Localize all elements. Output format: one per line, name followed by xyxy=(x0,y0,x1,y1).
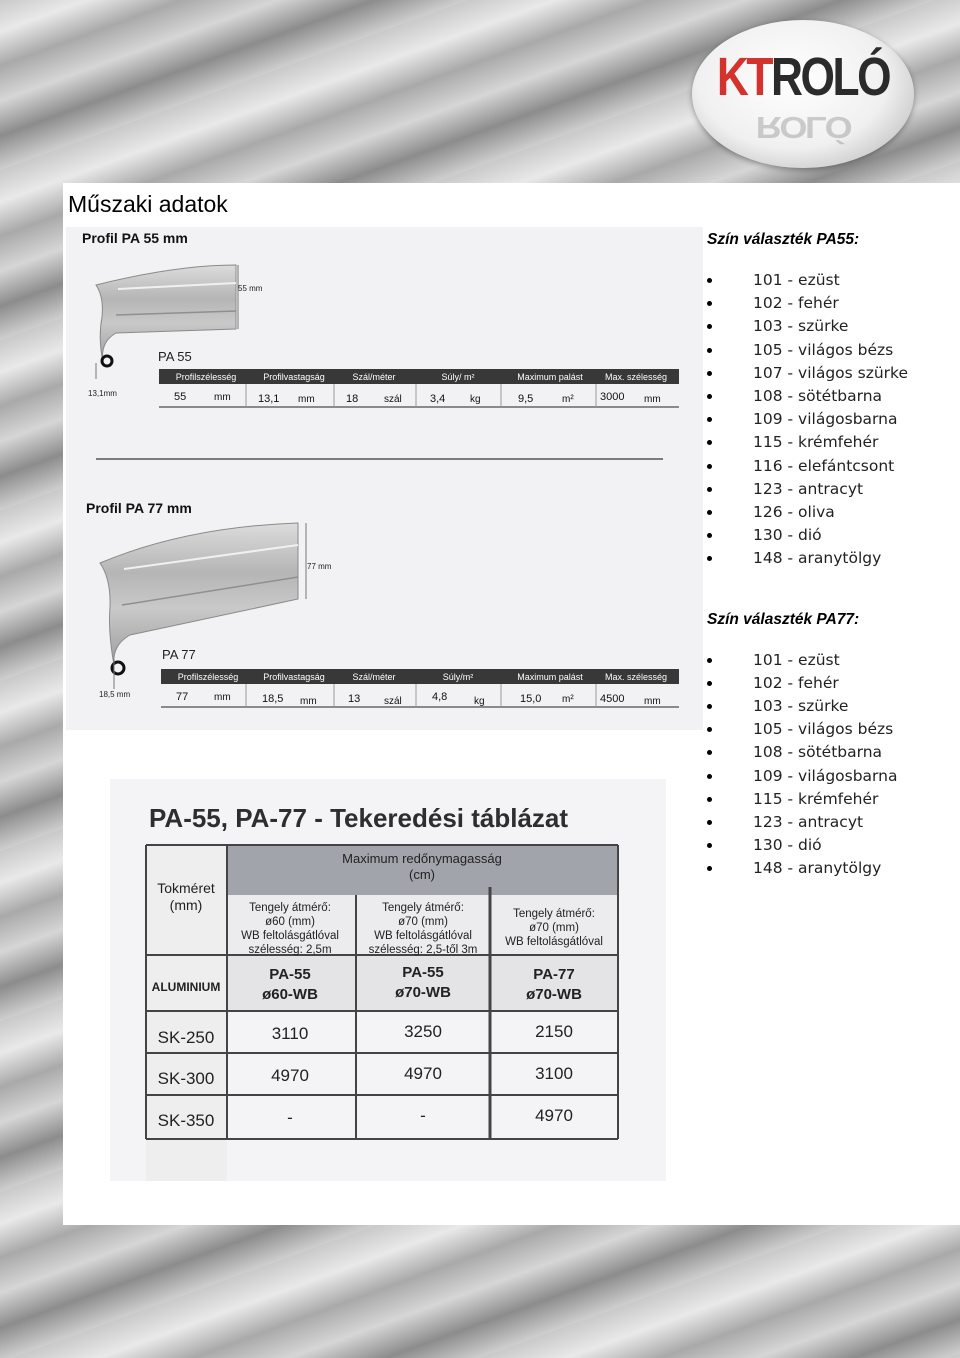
bullet-icon xyxy=(707,324,712,329)
logo-reflection xyxy=(712,110,894,145)
table-cell: - xyxy=(420,1106,426,1125)
col-desc: ø70 (mm) xyxy=(398,916,448,928)
color-option: 109 - világosbarna xyxy=(753,410,898,429)
pa77-height-dim: 77 mm xyxy=(307,562,332,571)
table-cell: 3110 xyxy=(271,1024,309,1043)
pa77-header-cell: Szál/méter xyxy=(352,672,396,682)
winding-table-drawing xyxy=(110,779,666,1181)
bullet-icon xyxy=(707,797,712,802)
pa77-slat-shape xyxy=(100,523,298,665)
col-desc: szélesség: 2,5m xyxy=(248,944,332,956)
bullet-icon xyxy=(707,278,712,283)
top-header: Maximum redőnymagasság xyxy=(342,851,502,866)
winding-table-title: PA-55, PA-77 - Tekeredési táblázat xyxy=(149,803,569,833)
col-desc: WB feltolásgátlóval xyxy=(374,930,472,942)
color-option: 102 - fehér xyxy=(753,673,839,692)
pa77-unit: kg xyxy=(474,696,485,707)
bullet-icon xyxy=(707,774,712,779)
logo-reflection-text: ROLÓ xyxy=(755,110,851,145)
pa77-value: 4500 xyxy=(600,693,625,705)
list-item xyxy=(707,408,957,431)
pa55-header-band xyxy=(159,369,679,384)
pa55-value: 13,1 xyxy=(258,393,280,405)
pa77-value: 4,8 xyxy=(432,691,448,703)
bullet-icon xyxy=(707,394,712,399)
bullet-icon xyxy=(707,487,712,492)
color-option: 108 - sötétbarna xyxy=(753,387,883,406)
pa55-colors-heading: Szín választék PA55: xyxy=(707,231,860,248)
color-option: 108 - sötétbarna xyxy=(753,743,883,762)
list-item xyxy=(707,315,957,338)
logo-rolo: ROLÓ xyxy=(771,47,890,107)
list-item xyxy=(707,501,957,524)
pa55-unit: kg xyxy=(470,394,481,405)
pa77-unit: mm xyxy=(644,696,661,707)
pa77-header-cell: Súly/m² xyxy=(442,672,474,682)
col-desc: ø70 (mm) xyxy=(529,922,579,934)
table-cell: 4970 xyxy=(535,1106,573,1125)
col-name: ø60-WB xyxy=(262,986,318,1003)
list-item xyxy=(707,385,957,408)
color-option: 109 - világosbarna xyxy=(753,766,898,785)
pa77-value: 15,0 xyxy=(520,693,542,705)
list-item xyxy=(707,269,957,292)
color-option: 130 - dió xyxy=(753,836,822,855)
bullet-icon xyxy=(707,843,712,848)
logo-text xyxy=(712,46,894,108)
pa77-unit: mm xyxy=(214,692,231,703)
col-name: ø70-WB xyxy=(526,986,582,1003)
list-item xyxy=(707,857,957,880)
pa77-header-band xyxy=(161,669,679,684)
profile-specs-drawing xyxy=(66,227,703,730)
color-option: 148 - aranytölgy xyxy=(753,859,882,878)
pa55-hook xyxy=(102,356,112,366)
color-option: 123 - antracyt xyxy=(753,479,864,498)
pa55-color-list xyxy=(707,269,957,571)
bullet-icon xyxy=(707,866,712,871)
box-size: SK-350 xyxy=(157,1111,215,1130)
bullet-icon xyxy=(707,301,712,306)
color-option: 101 - ezüst xyxy=(753,650,840,669)
box-size: SK-300 xyxy=(157,1069,215,1088)
pa77-color-list xyxy=(707,649,957,881)
pa55-value: 55 xyxy=(174,391,187,403)
col-desc: Tengely átmérő: xyxy=(249,902,331,914)
pa77-value: 18,5 xyxy=(262,693,284,705)
bullet-icon xyxy=(707,348,712,353)
table-cell: - xyxy=(287,1108,293,1127)
pa55-header-cell: Max. szélesség xyxy=(604,372,668,382)
pa55-unit: mm xyxy=(298,394,315,405)
bullet-icon xyxy=(707,371,712,376)
pa77-header-cell: Maximum palást xyxy=(517,672,583,682)
col-desc: ø60 (mm) xyxy=(265,916,315,928)
list-item xyxy=(707,811,957,834)
color-option: 148 - aranytölgy xyxy=(753,549,882,568)
pa77-unit: szál xyxy=(384,696,402,707)
list-item xyxy=(707,741,957,764)
col-name: PA-55 xyxy=(402,964,444,981)
color-option: 103 - szürke xyxy=(753,317,849,336)
color-option: 123 - antracyt xyxy=(753,813,864,832)
list-item xyxy=(707,524,957,547)
pa55-value: 3,4 xyxy=(430,393,446,405)
color-option: 103 - szürke xyxy=(753,697,849,716)
bullet-icon xyxy=(707,750,712,755)
pa55-title: Profil PA 55 mm xyxy=(82,230,188,246)
bullet-icon xyxy=(707,440,712,445)
pa55-header-cell: Maximum palást xyxy=(517,372,583,382)
pa55-thickness-dim: 13,1mm xyxy=(88,389,117,398)
pa55-unit: szál xyxy=(384,394,402,405)
bullet-icon xyxy=(707,510,712,515)
list-item xyxy=(707,834,957,857)
pa55-header-cell: Súly/ m² xyxy=(441,372,475,382)
bullet-icon xyxy=(707,533,712,538)
pa77-spec-table xyxy=(161,669,679,707)
pa77-label: PA 77 xyxy=(162,647,196,662)
color-option: 116 - elefántcsont xyxy=(753,456,895,475)
list-item xyxy=(707,672,957,695)
bullet-icon xyxy=(707,704,712,709)
pa55-unit: mm xyxy=(214,392,231,403)
color-option: 107 - világos szürke xyxy=(753,363,909,382)
bullet-icon xyxy=(707,820,712,825)
color-option: 130 - dió xyxy=(753,526,822,545)
col-desc: szélesség: 2,5-től 3m xyxy=(368,944,478,956)
bullet-icon xyxy=(707,681,712,686)
bullet-icon xyxy=(707,556,712,561)
logo-kt: KT xyxy=(716,47,772,107)
material-label: ALUMINIUM xyxy=(151,980,221,994)
list-item xyxy=(707,695,957,718)
table-cell: 4970 xyxy=(404,1064,442,1083)
list-item xyxy=(707,649,957,672)
bullet-icon xyxy=(707,727,712,732)
pa55-header-cell: Profilszélesség xyxy=(175,372,237,382)
pa77-thickness-dim: 18,5 mm xyxy=(99,690,131,699)
kt-rolo-logo xyxy=(692,20,914,168)
list-item xyxy=(707,547,957,570)
col-desc: Tengely átmérő: xyxy=(513,908,595,920)
pa55-header-cell: Szál/méter xyxy=(352,372,396,382)
corner-label: Tokméret xyxy=(157,880,215,896)
color-option: 101 - ezüst xyxy=(753,271,840,289)
list-item xyxy=(707,765,957,788)
col-name: PA-77 xyxy=(533,966,575,983)
pa77-header-cell: Profilszélesség xyxy=(177,672,239,682)
content-panel xyxy=(63,183,960,1225)
pa77-header-cell: Max. szélesség xyxy=(604,672,668,682)
col-name: PA-55 xyxy=(269,966,311,983)
pa55-label: PA 55 xyxy=(158,349,192,364)
pa55-header-cell: Profilvastagság xyxy=(263,372,325,382)
pa55-spec-table xyxy=(159,369,679,407)
list-item xyxy=(707,455,957,478)
bullet-icon xyxy=(707,658,712,663)
profile-specs-image xyxy=(66,227,703,730)
table-cell: 3250 xyxy=(404,1022,442,1041)
color-option: 115 - krémfehér xyxy=(753,433,879,452)
list-item xyxy=(707,718,957,741)
box-size: SK-250 xyxy=(157,1028,215,1047)
pa77-value: 13 xyxy=(348,693,361,705)
table-cell: 2150 xyxy=(535,1022,573,1041)
col-desc: WB feltolásgátlóval xyxy=(241,930,339,942)
color-option: 126 - oliva xyxy=(753,503,835,522)
bullet-icon xyxy=(707,417,712,422)
pa55-value: 9,5 xyxy=(518,393,534,405)
list-item xyxy=(707,292,957,315)
col-desc: WB feltolásgátlóval xyxy=(505,936,603,948)
color-options xyxy=(707,231,957,881)
color-option: 115 - krémfehér xyxy=(753,789,879,808)
table-cell: 4970 xyxy=(271,1066,309,1085)
list-item xyxy=(707,431,957,454)
pa55-value: 18 xyxy=(346,393,359,405)
pa77-colors-heading: Szín választék PA77: xyxy=(707,610,860,628)
pa77-title: Profil PA 77 mm xyxy=(86,500,192,516)
col-desc: Tengely átmérő: xyxy=(382,902,464,914)
col-name: ø70-WB xyxy=(395,984,451,1001)
top-header-unit: (cm) xyxy=(409,867,435,882)
pa55-height-dim: 55 mm xyxy=(238,284,263,293)
page-title: Műszaki adatok xyxy=(68,191,228,217)
table-cell: 3100 xyxy=(535,1064,573,1083)
corner-label-unit: (mm) xyxy=(169,897,203,913)
pa77-value: 77 xyxy=(176,691,189,703)
pa55-unit: mm xyxy=(644,394,661,405)
list-item xyxy=(707,362,957,385)
winding-table-image xyxy=(110,779,666,1181)
bullet-icon xyxy=(707,464,712,469)
pa55-unit: m² xyxy=(562,394,574,405)
list-item xyxy=(707,478,957,501)
list-item xyxy=(707,788,957,811)
pa77-header-cell: Profilvastagság xyxy=(263,672,325,682)
pa55-value: 3000 xyxy=(600,391,625,403)
pa77-unit: mm xyxy=(300,696,317,707)
list-item xyxy=(707,339,957,362)
color-option: 105 - világos bézs xyxy=(753,720,894,739)
color-option: 105 - világos bézs xyxy=(753,340,894,359)
pa77-unit: m² xyxy=(562,694,574,705)
color-option: 102 - fehér xyxy=(753,294,839,313)
